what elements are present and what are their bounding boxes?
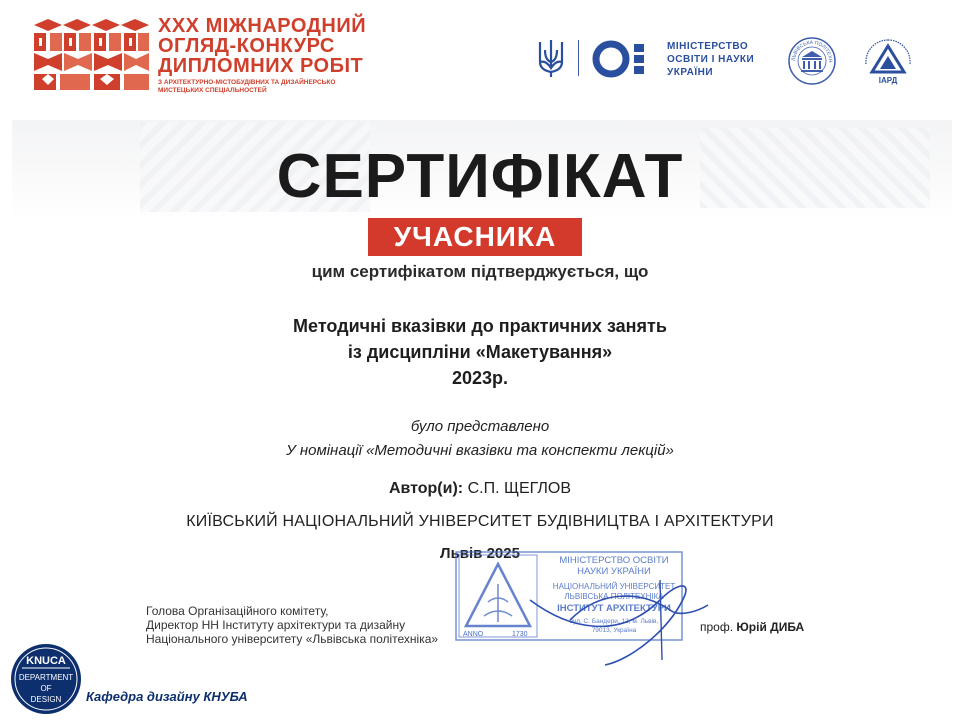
signatory-position: [146, 604, 438, 646]
signature-scribble: [510, 560, 710, 670]
ministry-logo-icon: [592, 40, 652, 78]
iard-seal-icon: [860, 34, 916, 86]
ministry-name-line: МІНІСТЕРСТВО: [667, 41, 749, 52]
author-label: Автор(и):: [388, 480, 464, 497]
stamp-line: вул. С. Бандери, 12, м. Львів,: [569, 618, 659, 625]
contest-title: [158, 16, 366, 76]
svg-text:ЛЬВІВСЬКА ПОЛІТЕХНІКА: ЛЬВІВСЬКА ПОЛІТЕХН: [790, 39, 834, 63]
badge-line: KNUCA: [26, 655, 66, 667]
presented-line: було представлено: [410, 418, 550, 435]
contest-subtitle: З АРХІТЕКТУРНО-МІСТОБУДІВНИХ ТА ДИЗАЙНЕРСЬКО МИСТЕЦЬКИХ СПЕЦІАЛЬНОСТЕЙ: [158, 79, 336, 94]
stamp-line: НАУКИ УКРАЇНИ: [577, 566, 651, 577]
place-date: Львів 2025: [440, 545, 520, 562]
contest-title-line: XXX МІЖНАРОДНИЙ: [158, 15, 367, 37]
stamp-anno: ANNO: [463, 631, 484, 638]
svg-text:ІАРД: ІАРД: [878, 76, 898, 85]
contest-title-line: ДИПЛОМНИХ РОБІТ: [158, 55, 364, 77]
nomination-line: У номінації «Методичні вказівки та конспекти лекцій»: [286, 442, 674, 459]
author-line: [0, 480, 960, 498]
department-link[interactable]: Кафедра дизайну КНУБА: [86, 689, 248, 704]
nomination-text: [0, 415, 960, 463]
badge-line: DEPARTMENT: [18, 673, 74, 682]
signatory-line: Національного університету «Львівська політехніка»: [146, 632, 439, 646]
signatory-line: Голова Організаційного комітету,: [146, 604, 329, 618]
ministry-name-line: ОСВІТИ І НАУКИ: [667, 54, 755, 65]
stamp-line: НАЦІОНАЛЬНИЙ УНІВЕРСИТЕТ: [552, 582, 676, 591]
participant-badge: УЧАСНИКА: [368, 218, 582, 256]
contest-logo-icon: [34, 19, 150, 91]
stamp-line: 79013, Україна: [591, 627, 637, 634]
lviv-polytechnic-seal-icon: [787, 36, 837, 86]
knuca-department-logo[interactable]: [10, 643, 82, 715]
confirm-text: цим сертифікатом підтверджується, що: [311, 262, 649, 281]
stamp-line: ЛЬВІВСЬКА ПОЛІТЕХНІКА: [564, 592, 664, 601]
header-divider: [578, 40, 579, 76]
signatory-title: проф.: [700, 620, 734, 634]
certificate-title: СЕРТИФІКАТ: [276, 142, 684, 211]
contest-title-line: ОГЛЯД-КОНКУРС: [158, 35, 335, 57]
stamp-line: МІНІСТЕРСТВО ОСВІТИ: [559, 555, 669, 566]
work-title-line: із дисципліни «Макетування»: [347, 342, 613, 362]
ministry-name: [667, 40, 754, 79]
ministry-name-line: УКРАЇНИ: [667, 67, 714, 78]
stamp-line: ІНСТИТУТ АРХІТЕКТУРИ: [557, 603, 671, 614]
work-title: [0, 313, 960, 391]
badge-line: DESIGN: [30, 695, 62, 704]
trident-emblem-icon: [537, 38, 565, 78]
work-year: 2023р.: [451, 368, 509, 388]
signatory-fullname: Юрій ДИБА: [736, 620, 805, 634]
stamp-year: 1730: [512, 631, 528, 638]
signatory-name: [700, 620, 804, 634]
university-name: КИЇВСЬКИЙ НАЦІОНАЛЬНИЙ УНІВЕРСИТЕТ БУДІВНИЦТВА І АРХІТЕКТУРИ: [186, 513, 774, 530]
badge-line: OF: [40, 684, 52, 693]
work-title-line: Методичні вказівки до практичних занять: [293, 316, 667, 336]
signatory-line: Директор НН Інституту архітектури та дизайну: [146, 618, 406, 632]
author-value: С.П. ЩЕГЛОВ: [467, 480, 572, 497]
